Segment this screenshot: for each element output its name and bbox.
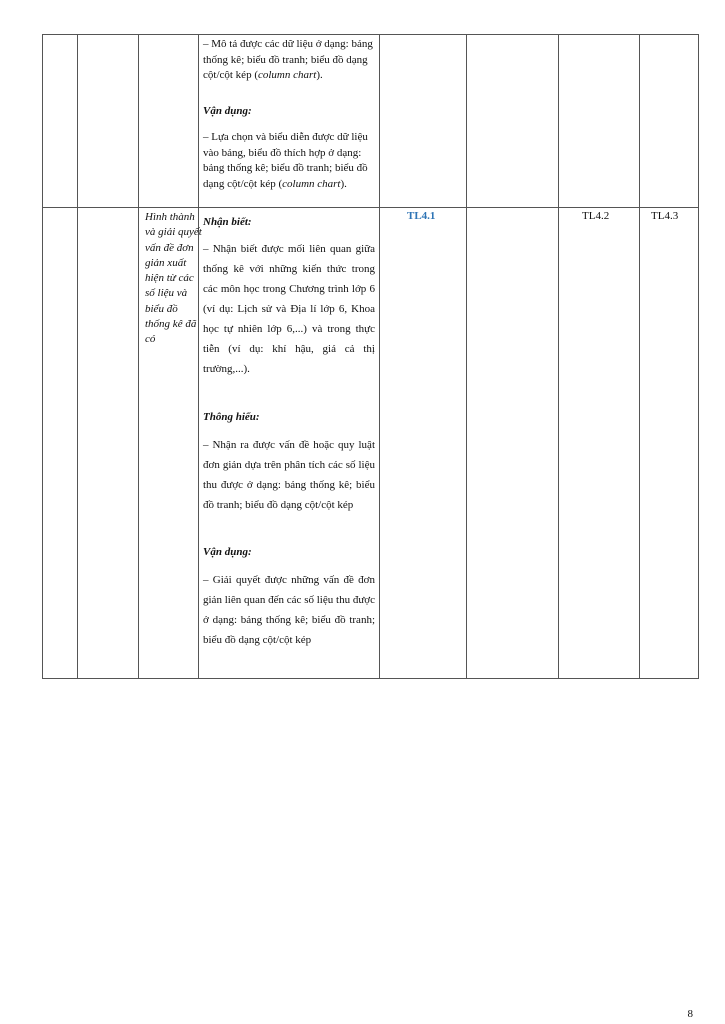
code-know: TL4.1	[407, 210, 436, 222]
row2-level-understand: Thông hiểu:	[203, 411, 260, 423]
table	[42, 34, 699, 679]
row2-para-understand: – Nhận ra được vấn đề hoặc quy luật đơn giản dựa trên phân tích các số liệu thu được ở dạng: bảng thống kê; biểu đồ tranh; biểu đồ dạng cột/cột kép	[203, 439, 375, 511]
row-line	[42, 678, 699, 679]
col-line	[639, 34, 640, 679]
row1-para1: – Mô tả được các dữ liệu ở dạng: bảng thống kê; biểu đồ tranh; biểu đồ dạng cột/cột kép (column chart).	[203, 38, 373, 81]
row1-para2: – Lựa chọn và biểu diễn được dữ liệu vào bảng, biểu đồ thích hợp ở dạng: bảng thống kê; biểu đồ tranh; biểu đồ dạng cột/cột kép (column chart).	[203, 131, 368, 190]
code-apply-high: TL4.3	[651, 210, 679, 222]
row-line	[42, 34, 699, 35]
code-apply-low: TL4.2	[582, 210, 610, 222]
col-line	[198, 34, 199, 679]
row-line	[42, 207, 699, 208]
row2-para-apply: – Giải quyết được những vấn đề đơn giản liên quan đến các số liệu thu được ở dạng: bảng thống kê; biểu đồ tranh; biểu đồ dạng cột/cột kép	[203, 574, 375, 646]
col-line	[558, 34, 559, 679]
row1-level-apply: Vận dụng:	[203, 105, 252, 117]
row2-level-apply: Vận dụng:	[203, 546, 252, 558]
col-line	[77, 34, 78, 679]
row2-topic: Hình thành và giải quyết vấn đề đơn giản xuất hiện từ các số liệu và biểu đồ thống kê đã có	[145, 211, 202, 346]
page-number: 8	[687, 1008, 693, 1020]
col-line	[138, 34, 139, 679]
row2-level-know: Nhận biết:	[203, 216, 252, 228]
col-line	[466, 34, 467, 679]
col-line	[379, 34, 380, 679]
col-line	[698, 34, 699, 679]
col-line	[42, 34, 43, 679]
row2-para-know: – Nhận biết được mối liên quan giữa thống kê với những kiến thức trong các môn học trong Chương trình lớp 6 (ví dụ: Lịch sử và Địa lí lớp 6, Khoa học tự nhiên lớp 6,...) và trong thực tiễn (ví dụ: khí hậu, giá cả thị trường,...).	[203, 243, 375, 375]
